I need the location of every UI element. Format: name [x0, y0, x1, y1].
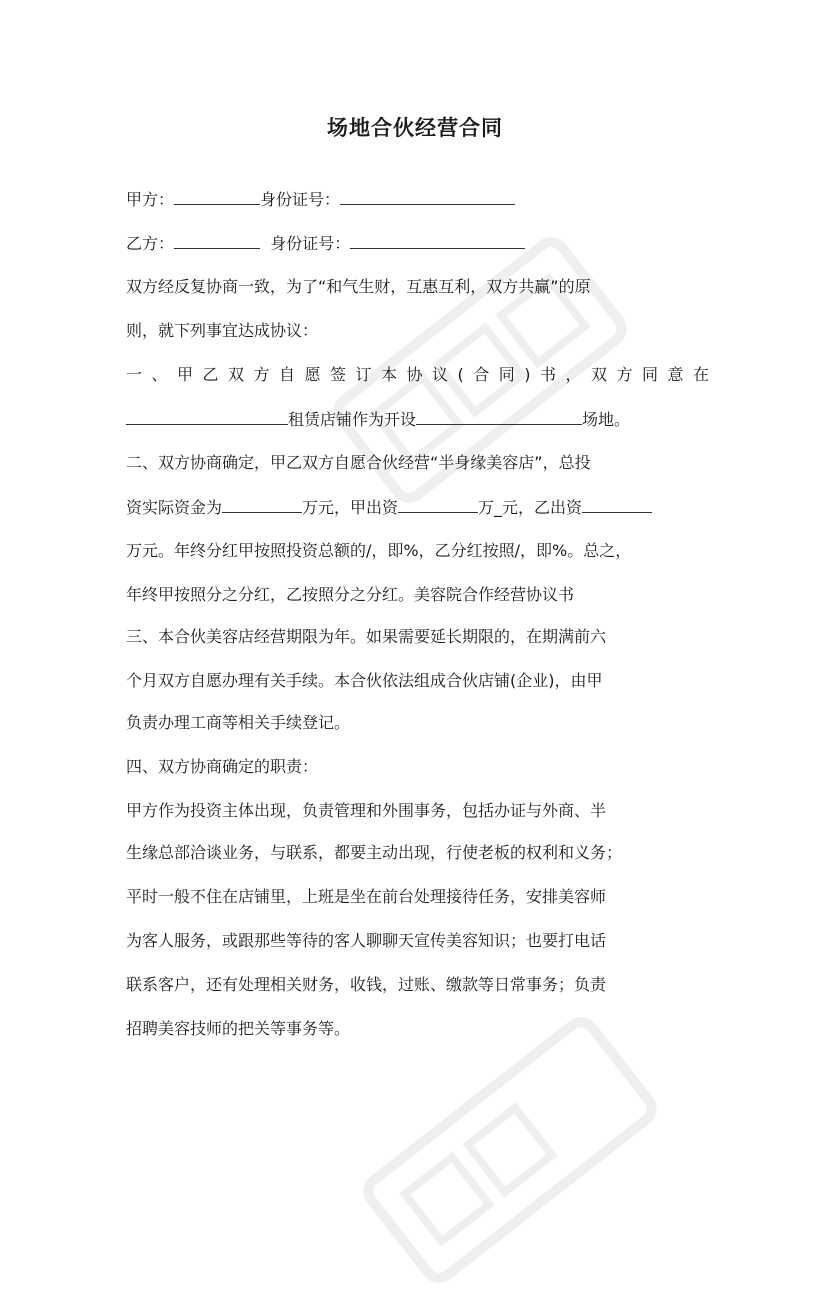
clause4-line3: 平时一般不住在店铺里，上班是坐在前台处理接待任务，安排美容师: [126, 887, 607, 906]
total-capital-blank: [222, 496, 302, 513]
party-b-id-blank: [350, 232, 525, 249]
clause2-line1: 二、双方协商确定，甲乙双方自愿合伙经营“半身缘美容店”，总投: [126, 453, 591, 472]
clause2-line3: 万元。年终分红甲按照投资总额的/，即%，乙分红按照/，即%。总之，: [126, 541, 632, 560]
clause1-line2: [126, 408, 630, 431]
clause2-line4: 年终甲按照分之分红，乙按照分之分红。美容院合作经营协议书: [126, 585, 575, 604]
clause2-line2: [126, 496, 652, 519]
party-a-line: [126, 188, 515, 211]
document-title: 场地合伙经营合同: [327, 116, 503, 140]
party-b-id-label: 身份证号：: [270, 234, 351, 253]
party-a-investment-blank: [398, 496, 478, 513]
clause2-line2-c: 万_元，乙出资: [478, 498, 583, 517]
clause1-mid: 租赁店铺作为开设: [288, 410, 417, 429]
clause4-line4: 为客人服务，或跟那些等待的客人聊聊天宣传美容知识；也要打电话: [126, 931, 607, 950]
party-a-id-label: 身份证号：: [260, 190, 341, 209]
party-b-line: [126, 232, 525, 255]
clause1-end: 场地。: [582, 410, 631, 429]
party-b-label: 乙方：: [126, 234, 175, 253]
party-b-name-blank: [174, 232, 260, 249]
clause4-heading: 四、双方协商确定的职责：: [126, 757, 319, 776]
clause4-line1: 甲方作为投资主体出现，负责管理和外围事务，包括办证与外商、半: [126, 801, 607, 820]
lease-location-blank: [126, 408, 288, 425]
clause3-line1: 三、本合伙美容店经营期限为年。如果需要延长期限的，在期满前六: [126, 627, 607, 646]
party-a-name-blank: [174, 188, 260, 205]
intro-line-1: 双方经反复协商一致，为了“和气生财，互惠互利，双方共赢”的原: [126, 277, 591, 296]
clause4-line5: 联系客户，还有处理相关财务，收钱，过账、缴款等日常事务；负责: [126, 975, 607, 994]
party-b-investment-blank: [582, 496, 652, 513]
clause2-line2-b: 万元，甲出资: [302, 498, 399, 517]
intro-line-2: 则，就下列事宜达成协议：: [126, 321, 319, 340]
clause3-line3: 负责办理工商等相关手续登记。: [126, 713, 351, 732]
party-a-label: 甲方：: [126, 190, 175, 209]
venue-blank: [416, 408, 582, 425]
clause3-line2: 个月双方自愿办理有关手续。本合伙依法组成合伙店铺(企业)，由甲: [126, 671, 603, 690]
clause4-line6: 招聘美容技师的把关等事务等。: [126, 1019, 351, 1038]
clause2-line2-a: 资实际资金为: [126, 498, 223, 517]
clause1-line1: 一、甲乙双方自愿签订本协议(合同)书，双方同意在: [126, 365, 719, 384]
clause4-line2: 生缘总部洽谈业务，与联系，都要主动出现，行使老板的权利和义务；: [126, 843, 623, 862]
party-a-id-blank: [340, 188, 515, 205]
watermark-logo: [349, 1002, 672, 1297]
